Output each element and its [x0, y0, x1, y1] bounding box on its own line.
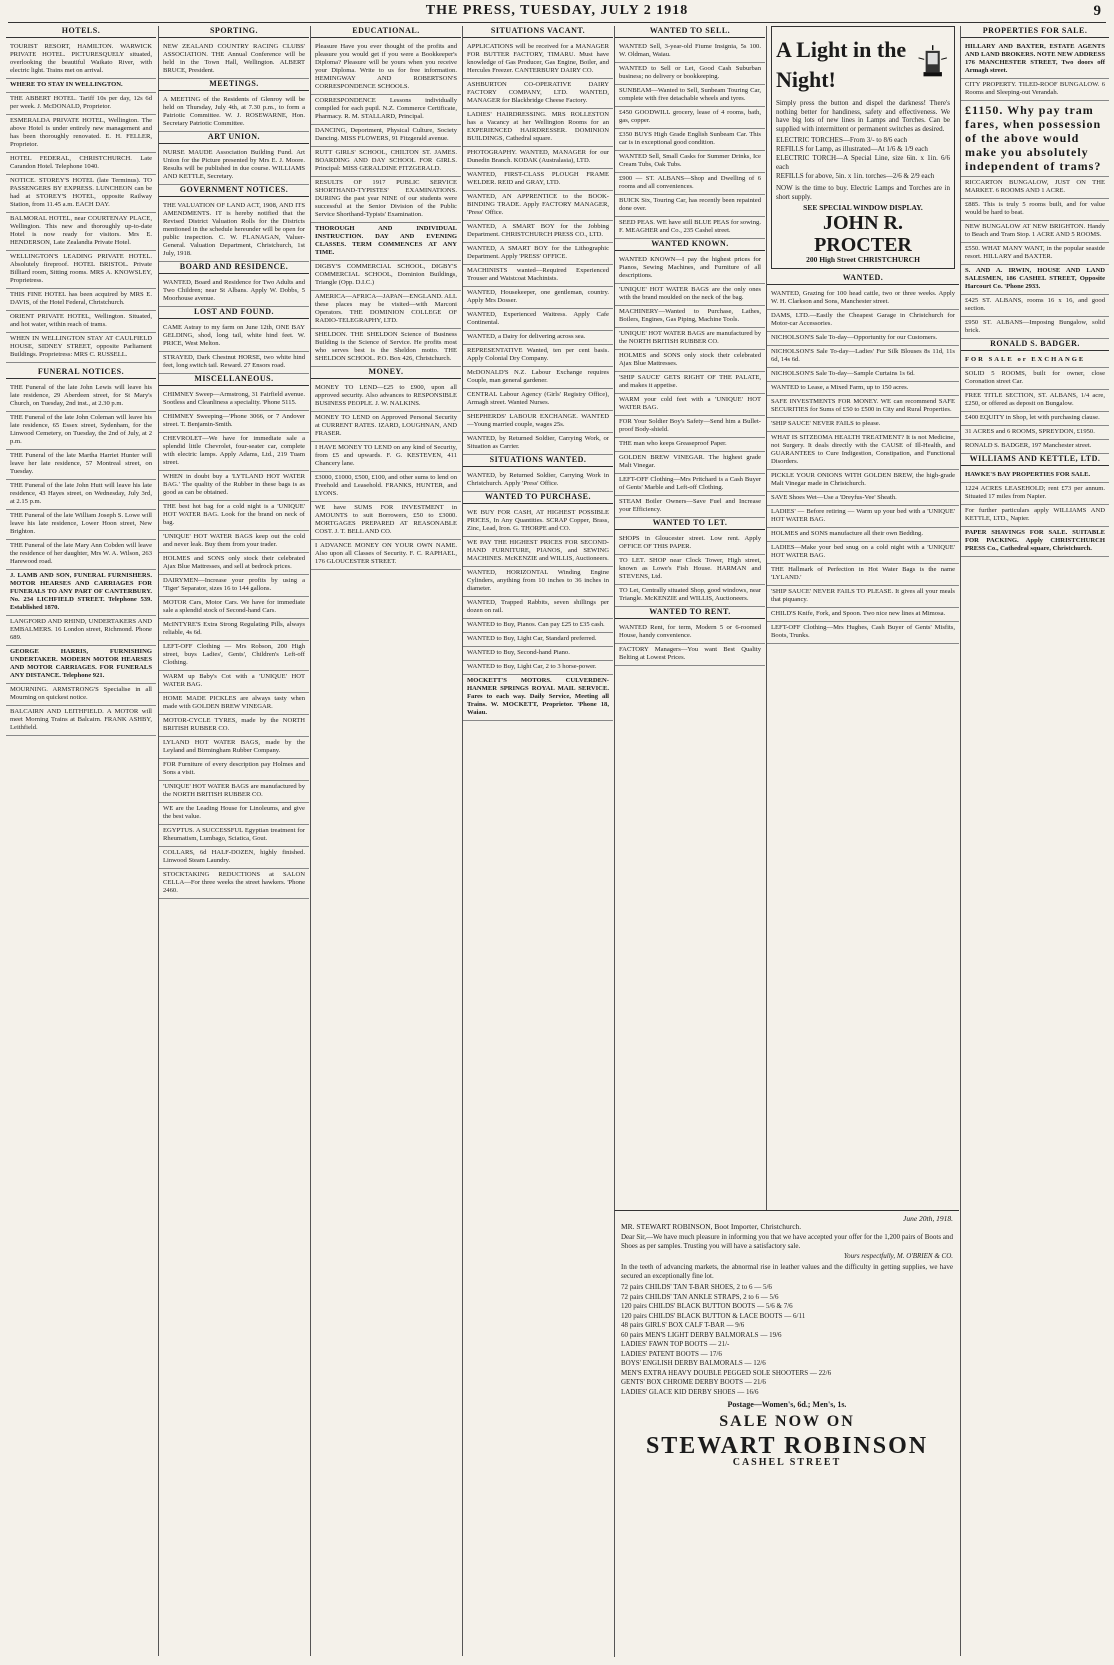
misc-ads — [159, 389, 309, 899]
letter-sign: Yours respectfully, M. O'BRIEN & CO. — [843, 1252, 953, 1260]
pickle-ad: PICKLE YOUR ONIONS WITH GOLDEN BREW, the high-grade Malt Vinegar made in Christchurch. — [767, 470, 959, 492]
sale-line: LADIES' FAWN TOP BOOTS — 21/- — [621, 1340, 730, 1348]
section-header-wanted-let: WANTED TO LET. — [615, 518, 765, 530]
misc-ad: LYLAND HOT WATER BAGS, made by the Leyland and Birmingham Rubber Company. — [159, 737, 309, 759]
masthead — [0, 0, 1114, 22]
wanted-ad: LADIES—Make your bed snug on a cold night with a 'UNIQUE' HOT WATER BAG. — [767, 542, 959, 564]
badger-ad: FREE TITLE SECTION, ST. ALBANS, 1/4 acre, £250, or offered as deposit on Bungalow. — [961, 390, 1109, 412]
hotel-ad: NOTICE. STOREY'S HOTEL (late Terminus). TO PASSENGERS BY EXPRESS. LUNCHEON can be had at STOREY'S HOTEL, opposite Railway Station, from 11.45 a.m. EACH DAY. — [6, 175, 156, 213]
mocketts-motors-ad: MOCKETT'S MOTORS. CULVERDEN-HANMER SPRINGS ROYAL MAIL SERVICE. Fares to each way. Daily Service, Meeting all Trains. W. MOCKETT, Proprietor. 'Phone 18, Waiau. — [463, 675, 613, 721]
section-header-properties: PROPERTIES FOR SALE. — [961, 26, 1109, 38]
sale-line: 48 pairs GIRLS' BOX CALF T-BAR — 9/6 — [621, 1321, 745, 1329]
known-ad: LEFT-OFF Clothing—Mrs Pritchard is a Cash Buyer of Gents' Marble and Left-off Clothing. — [615, 474, 765, 496]
wanted-ad: LADIES' — Before retiring — Warm up your bed with a 'UNIQUE' HOT WATER BAG. — [767, 506, 959, 528]
sell-ad: WANTED Sell, Small Casks for Summer Drinks, Ice Cream Tubs, Oak Tubs. — [615, 151, 765, 173]
letter-body: Dear Sir,—We have much pleasure in informing you that we have accepted your offer for the 1,200 pairs of Boots and Shoes as per samples. Trusting you will have a satisfactory sale. — [621, 1233, 953, 1250]
sporting-ad: NEW ZEALAND COUNTRY RACING CLUBS' ASSOCIATION. THE Annual Conference will be held in the Town Hall, Wellington. ALBERT BRUCE, President. — [159, 41, 309, 79]
badger-ad: SOLID 5 ROOMS, built for owner, close Coronation street Car. — [961, 368, 1109, 390]
misc-ad: WARM up Baby's Cot with a 'UNIQUE' HOT WATER BAG. — [159, 671, 309, 693]
situation-ad: APPLICATIONS will be received for a MANAGER FOR BUTTER FACTORY, TIMARU. Must have knowledge of Gas Producer, Gas Engine, Boiler, and Hercules Freezer. CANTERBURY DAIRY CO. — [463, 41, 613, 79]
misc-ad: WE are the Leading House for Linoleums, and give the best value. — [159, 803, 309, 825]
rent-ad: WANTED Rent, for term, Modern 5 or 6-roomed House, handy convenience. — [615, 622, 765, 644]
known-ad: 'UNIQUE' HOT WATER BAGS are manufactured by the NORTH BRITISH RUBBER CO. — [615, 328, 765, 350]
educational-ad: THOROUGH AND INDIVIDUAL INSTRUCTION. DAY AND EVENING CLASSES. TERM COMMENCES AT ANY TIME. — [311, 223, 461, 261]
section-header-meetings: MEETINGS. — [159, 79, 309, 91]
section-header-art-union: ART UNION. — [159, 132, 309, 144]
light-ad-see: SEE SPECIAL WINDOW DISPLAY. — [803, 203, 923, 212]
section-header-wanted: WANTED. — [767, 273, 959, 285]
wanted-ad: WANTED to Lease, a Mixed Farm, up to 150 acres. — [767, 382, 959, 396]
lost-found-ad: CAME Astray to my farm on June 12th, ONE BAY GELDING, shod, long tail, white hind feet. W. PRICE, West Melton. — [159, 322, 309, 352]
educational-ad: Pleasure Have you ever thought of the profits and pleasure you would get if you were a Bookkeeper's Diploma? Pleasure will be yours when you receive your Diploma. Write to us for free information. HEMINGWAY AND ROBERTSON'S CORRESPONDENCE SCHOOLS. — [311, 41, 461, 95]
money-ad: MONEY TO LEND on Approved Personal Security at CURRENT RATES. IZARD, LOUGHNAN, AND FRASER. — [311, 412, 461, 442]
misc-ad: 'UNIQUE' HOT WATER BAGS keep out the cold and never leak. Buy them from your trader. — [159, 531, 309, 553]
light-ad-title: A Light in the Night! — [776, 37, 907, 92]
situation-ad: WANTED, Experienced Waitress. Apply Cafe Continental. — [463, 309, 613, 331]
funeral-notice: THE Funeral of the late Martha Harriet Hunter will leave her late residence, 57 Montreal street, on Tuesday. — [6, 450, 156, 480]
known-ad: STEAM Boiler Owners—Save Fuel and Increase your Efficiency. — [615, 496, 765, 518]
letter-to: MR. STEWART ROBINSON, Boot Importer, Christchurch. — [621, 1222, 802, 1231]
sale-line: 120 pairs CHILDS' BLACK BUTTON & LACE BOOTS — 6/11 — [621, 1311, 806, 1320]
known-ad: GOLDEN BREW VINEGAR. The highest grade Malt Vinegar. — [615, 452, 765, 474]
money-ad: I ADVANCE MONEY ON YOUR OWN NAME. Also upon all Classes of Security. F. C. RAPHAEL, 176 GLOUCESTER STREET. — [311, 540, 461, 570]
irwin-header: S. AND A. IRWIN, HOUSE AND LAND SALESMEN, 186 CASHEL STREET, Opposite Harcourt Co. 'Phone 2933. — [961, 265, 1109, 295]
light-ad-price: REFILLS for Lamp, as illustrated—At 1/6 & 1/9 each — [776, 145, 928, 153]
irwin-ad: £425 ST. ALBANS, rooms 16 x 16, and good section. — [961, 295, 1109, 317]
rent-ad: FACTORY Managers—You want Best Quality Belting at Lowest Prices. — [615, 644, 765, 666]
misc-ad: HOME MADE PICKLES are always tasty when made with GOLDEN BREW VINEGAR. — [159, 693, 309, 715]
known-ad: MACHINERY—Wanted to Purchase, Lathes, Boilers, Engines, Gas Piping, Machine Tools. — [615, 306, 765, 328]
lost-found-ad: STRAYED, Dark Chestnut HORSE, two white hind feet, long switch tail. Reward. 27 Ensors road. — [159, 352, 309, 374]
williams-subheader: HAWKE'S BAY PROPERTIES FOR SALE. — [961, 469, 1109, 483]
sale-now-on: SALE NOW ON — [719, 1413, 855, 1430]
misc-ad: MOTOR Cars, Motor Cars. We have for immediate sale a splendid stock of Second-hand Cars. — [159, 597, 309, 619]
known-ad: THE man who keeps Greaseproof Paper. — [615, 438, 765, 452]
property-ad: CITY PROPERTY. TILED-ROOF BUNGALOW. 6 Rooms and Sleeping-out Verandah. — [961, 79, 1109, 101]
section-header-situations-vacant: SITUATIONS VACANT. — [463, 26, 613, 38]
educational-ad: RUTT GIRLS' SCHOOL, CHILTON ST. JAMES. BOARDING AND DAY SCHOOL FOR GIRLS. Principal: MISS GERALDINE FITZGERALD. — [311, 147, 461, 177]
situation-ad: MACHINISTS wanted—Required Experienced Trouser and Waistcoat Machinists. — [463, 265, 613, 287]
hotel-ad: WHERE TO STAY IN WELLINGTON. — [6, 79, 156, 93]
wanted-ad: 'SHIP SAUCE' NEVER FAILS to please. — [767, 418, 959, 432]
sale-line: LADIES' PATENT BOOTS — 17/6 — [621, 1349, 722, 1358]
funeral-notice: MOURNING. ARMSTRONG'S Specialise in all Mourning on quickest notice. — [6, 684, 156, 706]
section-header-wanted-sell: WANTED TO SELL. — [615, 26, 765, 38]
for-sale-exchange: FOR SALE or EXCHANGE — [961, 354, 1109, 368]
wanted-ad: DAMS, LTD.—Easily the Cheapest Garage in Christchurch for Motor-car Accessories. — [767, 310, 959, 332]
educational-ad: RESULTS OF 1917 PUBLIC SERVICE SHORTHAND-TYPISTES' EXAMINATIONS. DURING the past year NINE of our students were successful at the Senior Division of the Public Service Shorthand-Typists' Examination. — [311, 177, 461, 223]
misc-ad: STOCKTAKING REDUCTIONS at SALON CELLA—For three weeks the street hawkers. 'Phone 2460. — [159, 869, 309, 899]
wanted-ad: 'SHIP SAUCE' NEVER FAILS TO PLEASE. It gives all your meals that piquancy. — [767, 586, 959, 608]
purchase-ad: WANTED to Buy, Pianos. Can pay £25 to £35 cash. — [463, 619, 613, 633]
section-header-wanted-rent: WANTED TO RENT. — [615, 607, 765, 619]
sell-ad: £350 BUYS High Grade English Sunbeam Car. This car is in exceptional good condition. — [615, 129, 765, 151]
situations-vacant — [463, 41, 613, 455]
funeral-notice: THE Funeral of the late Mary Ann Cobden will leave the residence of her daughter, Mrs W. A. Wilson, 263 Harewood road. — [6, 540, 156, 570]
column-sporting — [158, 26, 309, 1656]
wanted-ad: CHILD'S Knife, Fork, and Spoon. Two nice new lines at Mimosa. — [767, 608, 959, 622]
meeting-notice: A MEETING of the Residents of Glenroy will be held on Thursday, July 4th, at 7.30 p.m., to form a Patriotic Committee. W. J. ROSEWARNE, Hon. Secretary Patriotic Committee. — [159, 94, 309, 132]
money-ad: MONEY TO LEND—£25 to £900, upon all approved security. Also advances to RESPONSIBLE BUSINESS PEOPLE. J. W. NALKINS. — [311, 382, 461, 412]
light-ad-price: REFILLS for above, 5in. x 1in. torches—2/6 & 2/9 each — [776, 172, 935, 180]
page-number: 9 — [1093, 3, 1102, 19]
light-ad-note: NOW is the time to buy. Electric Lamps and Torches are in short supply. — [776, 184, 950, 201]
stewart-robinson-name: STEWART ROBINSON — [645, 1433, 929, 1459]
funeral-notice: THE Funeral of the late William Joseph S. Lowe will leave his late residence, Lower Hoon street, New Brighton. — [6, 510, 156, 540]
wanted-ad: WANTED, Grazing for 100 head cattle, two or three weeks. Apply W. H. Clarkson and Sons, Manchester street. — [767, 288, 959, 310]
sale-lines — [621, 1283, 953, 1397]
funeral-notice: BALCAIRN AND LEITHFIELD. A MOTOR will meet Morning Trains at Balcairn. FRANK ASHBY, Leithfield. — [6, 706, 156, 736]
purchase-ad: WANTED to Buy, Light Car, 2 to 3 horse-power. — [463, 661, 613, 675]
board-ad: WANTED, Board and Residence for Two Adults and Two Children; near St Albans. Apply W. Dobbs, 5 Moorhouse avenue. — [159, 277, 309, 307]
money-ad: £3000, £1000, £500, £100, and other sums to lend on Freehold and Leasehold. FRANKS, HUNTER, and LYONS. — [311, 472, 461, 502]
section-header-money: MONEY. — [311, 367, 461, 379]
situation-ad: WANTED, A SMART BOY for the Jobbing Department. CHRISTCHURCH PRESS CO., LTD. — [463, 221, 613, 243]
funeral-notice: J. LAMB AND SON, FUNERAL FURNISHERS. MOTOR HEARSES AND CARRIAGES FOR FUNERALS TO ANY PART OF CANTERBURY. No. 234 LICHFIELD STREET. Telephone 539. Established 1870. — [6, 570, 156, 616]
funeral-notice: THE Funeral of the late John Hutt will leave his late residence, 43 Hayes street, on Wednesday, July 3rd, at 2.15 p.m. — [6, 480, 156, 510]
property-ad: £1150. Why pay tram fares, when possession of the above would make you absolutely independent of trams? — [961, 101, 1109, 177]
section-header-lost-found: LOST AND FOUND. — [159, 307, 309, 319]
art-union-notice: NURSE MAUDE Association Building Fund. Art Union for the Picture presented by Mrs E. J. Moore. Results will be published in due course. WILLIAMS AND KETTLE, Secretary. — [159, 147, 309, 185]
sell-ad: £900 — ST. ALBANS—Shop and Dwelling of 6 rooms and all conveniences. — [615, 173, 765, 195]
educational-ad: DIGBY'S COMMERCIAL SCHOOL, DIGBY'S COMMERCIAL SCHOOL, Dominion Buildings, Triangle (Opp. D.I.C.) — [311, 261, 461, 291]
wanted-ad: NICHOLSON'S Sale To-day—Ladies' Fur Silk Blouses 8s 11d, 11s 6d, 14s 6d. — [767, 346, 959, 368]
irwin-ad: £950 ST. ALBANS—Imposing Bungalow, solid brick. — [961, 317, 1109, 339]
wanted-ad: NICHOLSON'S Sale To-day—Sample Curtains 1s 6d. — [767, 368, 959, 382]
section-header-williams: WILLIAMS AND KETTLE, LTD. — [961, 454, 1109, 466]
light-ad-body: Simply press the button and dispel the darkness! There's nothing better for handiness, safety and effectiveness. We have big lots of new lines in Lamps and Torches. Can be supplied with intermittent or permanent switches as desired. — [776, 99, 950, 133]
hotel-ad: BALMORAL HOTEL, near COURTENAY PLACE, Wellington. This new and thoroughly up-to-date Hotel is now ready for visitors. Mrs E. HENDERSON, Late Zealandia Private Hotel. — [6, 213, 156, 251]
sell-ad: BUICK Six, Touring Car, has recently been repainted done over. — [615, 195, 765, 217]
wanted-ad: LEFT-OFF Clothing—Mrs Hughes, Cash Buyer of Gents' Misfits, Boots, Trunks. — [767, 622, 959, 644]
purchase-ad: WE BUY FOR CASH, AT HIGHEST POSSIBLE PRICES, In Any Quantities. SCRAP Copper, Brass, Zinc, Lead, Iron. G. THORPE and CO. — [463, 507, 613, 537]
purchase-ad: WE PAY THE HIGHEST PRICES FOR SECOND-HAND FURNITURE, PIANOS, and SEWING MACHINES. McKENZIE and WILLIS, Auctioneers. — [463, 537, 613, 567]
sell-ad: WANTED to Sell or Let, Good Cash Suburban business; no delivery or bookkeeping. — [615, 63, 765, 85]
section-header-educational: EDUCATIONAL. — [311, 26, 461, 38]
section-header-misc: MISCELLANEOUS. — [159, 374, 309, 386]
sell-ad: £450 GOODWILL grocery, lease of 4 rooms, bath, gas, copper. — [615, 107, 765, 129]
situation-ad: PHOTOGRAPHY. WANTED, MANAGER for our Dunedin Branch. KODAK (Australasia), LTD. — [463, 147, 613, 169]
light-ad-price: ELECTRIC TORCH—A Special Line, size 6in. x 1in. 6/6 each — [776, 154, 950, 171]
hotel-ad: WELLINGTON'S LEADING PRIVATE HOTEL. Absolutely fireproof. HOTEL BRISTOL. Private Billiard room, Sitting rooms. MRS A. KNOWSLEY, Proprietress. — [6, 251, 156, 289]
misc-ad: LEFT-OFF Clothing — Mrs Robson, 200 High street, buys Ladies', Gents', Children's Left-off Clothing. — [159, 641, 309, 671]
funeral-notice: LANGFORD AND RHIND, UNDERTAKERS AND EMBALMERS. 16 London street, Richmond. Phone 689. — [6, 616, 156, 646]
stewart-robinson-ad — [614, 1210, 959, 1657]
known-ad: HOLMES and SONS only stock their celebrated Ajax Blue Mattresses. — [615, 350, 765, 372]
sell-ad: SEED PEAS. WE have still BLUE PEAS for sowing. F. MEAGHER and Co., 235 Cashel street. — [615, 217, 765, 239]
educational-ad: CORRESPONDENCE Lessons individually compiled for each pupil. N.Z. Commerce Certificate, Pharmacy. R. M. STALLARD, Principal. — [311, 95, 461, 125]
section-header-funeral: FUNERAL NOTICES. — [6, 367, 156, 379]
situation-ad: WANTED, FIRST-CLASS PLOUGH FRAME WELDER. REID and GRAY, LTD. — [463, 169, 613, 191]
purchase-ad: WANTED to Buy, Second-hand Piano. — [463, 647, 613, 661]
let-ad: TO LET. SHOP near Clock Tower, High street, known as Lowe's Fish House. HARMAN and STEVENS, Ltd. — [615, 555, 765, 585]
purchase-ad: WANTED to Buy, Light Car, Standard preferred. — [463, 633, 613, 647]
situation-ad: ASHBURTON CO-OPERATIVE DAIRY FACTORY COMPANY, LTD. WANTED, MANAGER for Blackbridge Cheese Factory. — [463, 79, 613, 109]
hotel-ad: WHEN IN WELLINGTON STAY AT CAULFIELD HOUSE, SIDNEY STREET, opposite Parliament Buildings. Proprietress: MRS C. RUSSELL. — [6, 333, 156, 363]
section-header-wanted-known: WANTED KNOWN. — [615, 239, 765, 251]
let-ad: SHOPS in Gloucester street. Low rent. Apply OFFICE OF THIS PAPER. — [615, 533, 765, 555]
purchase-ad: WANTED, HORIZONTAL Winding Engine Cylinders, anything from 10 inches to 36 inches in diameter. — [463, 567, 613, 597]
hotel-ad: HOTEL FEDERAL, CHRISTCHURCH. Late Carandon Hotel. Telephone 1040. — [6, 153, 156, 175]
situation-wanted-ad: WANTED, by Returned Soldier, Carrying Work in Christchurch. Apply 'Press' Office. — [463, 470, 613, 492]
property-ad: HILLARY AND BAXTER, ESTATE AGENTS AND LAND BROKERS. NOTE NEW ADDRESS 176 MANCHESTER STREET, Two doors off Armagh street. — [961, 41, 1109, 79]
section-header-wanted-purchase: WANTED TO PURCHASE. — [463, 492, 613, 504]
sale-line: MEN'S EXTRA HEAVY DOUBLE PEGGED SOLE SHOOTERS — 22/6 — [621, 1368, 832, 1377]
let-ad: TO Let, Centrally situated Shop, good windows, near Triangle. McKENZIE and WILLIS, Auctioneers. — [615, 585, 765, 607]
light-ad-address: 200 High Street CHRISTCHURCH — [806, 255, 920, 264]
misc-ad: WHEN in doubt buy a 'LYTLAND HOT WATER BAG.' The quality of the Rubber in these bags is as good as can be obtained. — [159, 471, 309, 501]
wanted-ad: SAFE INVESTMENTS FOR MONEY. WE can recommend SAFE SECURITIES for Sums of £50 to £500 in City and Rural Properties. — [767, 396, 959, 418]
funeral-notices — [6, 382, 156, 736]
sell-ad: SUNBEAM—Wanted to Sell, Sunbeam Touring Car, complete with five detachable wheels and tyres. — [615, 85, 765, 107]
misc-ad: 'UNIQUE' HOT WATER BAGS are manufactured by the NORTH BRITISH RUBBER CO. — [159, 781, 309, 803]
funeral-notice: THE Funeral of the late John Lewis will leave his late residence, 29 Aberdeen street, for St Mary's Church, on Tuesday, 2nd inst., at 2.30 p.m. — [6, 382, 156, 412]
misc-ad: McINTYRE'S Extra Strong Regulating Pills, always reliable, 4s 6d. — [159, 619, 309, 641]
property-ad: £550. WHAT MANY WANT, in the popular seaside resort. HILLARY and BAXTER. — [961, 243, 1109, 265]
situation-ad: McDONALD'S N.Z. Labour Exchange requires Couple, man general gardener. — [463, 367, 613, 389]
sitzeoma-ad: WHAT IS SITZEOMA HEALTH TREATMENT? It is not Medicine, not Surgery. It deals directly with the CAUSE of Ill-Health, and GUARANTEES to Cure Indigestion, Constipation, and Functional Disorders. — [767, 432, 959, 470]
hotel-ad: TOURIST RESORT, HAMILTON. WARWICK PRIVATE HOTEL. PICTURESQUELY situated, overlooking the beautiful Waikato River, with electric light. Trains met on arrival. — [6, 41, 156, 79]
situation-ad: WANTED, A SMART BOY for the Lithographic Department. Apply 'PRESS' OFFICE. — [463, 243, 613, 265]
educational-ad: DANCING, Deportment, Physical Culture, Society Dancing. MISS FLOWERS, 91 Fitzgerald avenue. — [311, 125, 461, 147]
sale-line: 60 pairs MEN'S LIGHT DERBY BALMORALS — 19/6 — [621, 1330, 782, 1339]
light-ad-price: ELECTRIC TORCHES—From 3/- to 8/6 each — [776, 136, 907, 144]
letter-date: June 20th, 1918. — [903, 1214, 953, 1223]
column-situations — [462, 26, 613, 1656]
badger-ad: 31 ACRES and 6 ROOMS, SPREYDON, £1950. — [961, 426, 1109, 440]
misc-ad: THE best hot bag for a cold night is a 'UNIQUE' HOT WATER BAG. Look for the brand on neck of bag. — [159, 501, 309, 531]
misc-ad: EGYPTUS. A SUCCESSFUL Egyptian treatment for Rheumatism, Lumbago, Sciatica, Gout. — [159, 825, 309, 847]
light-ad-name: JOHN R. PROCTER — [814, 212, 912, 256]
column-hotels — [6, 26, 156, 1656]
sale-line: 72 pairs CHILDS' TAN ANKLE STRAPS, 2 to 6 — 5/6 — [621, 1292, 779, 1301]
sale-intro: In the teeth of advancing markets, the abnormal rise in leather values and the difficulty in getting supplies, we have secured an exceptionally fine lot. — [621, 1263, 953, 1280]
known-ad: FOR Your Soldier Boy's Safety—Send him a Bullet-proof Body-shield. — [615, 416, 765, 438]
wanted-ad: HOLMES and SONS manufacture all their own Bedding. — [767, 528, 959, 542]
situation-ad: REPRESENTATIVE Wanted, ten per cent basis. Apply Colonial Dry Company. — [463, 345, 613, 367]
misc-ad: CHIMNEY Sweep—Armstrong, 31 Fairfield avenue. Sootless and Cleanliness a speciality. 'Phone 5115. — [159, 389, 309, 411]
situation-ad: WANTED, Housekeeper, one gentleman, country. Apply Mrs Dosser. — [463, 287, 613, 309]
williams-ad: 1224 ACRES LEASEHOLD; rent £73 per annum. Situated 17 miles from Napier. — [961, 483, 1109, 505]
section-header-badger: RONALD S. BADGER. — [961, 339, 1109, 351]
column-educational — [310, 26, 461, 1656]
paper-shavings-ad: PAPER SHAVINGS FOR SALE. SUITABLE FOR PACKING. Apply CHRISTCHURCH PRESS Co., Cathedral square, Christchurch. — [961, 527, 1109, 557]
williams-ad: For further particulars apply WILLIAMS AND KETTLE, LTD., Napier. — [961, 505, 1109, 527]
situation-ad: CENTRAL Labour Agency (Girls' Registry Office), Armagh street. Wanted Nurses. — [463, 389, 613, 411]
known-ad: 'UNIQUE' HOT WATER BAGS are the only ones with the brand moulded on the neck of the bag. — [615, 284, 765, 306]
sale-line: GENTS' BOX CHROME DERBY BOOTS — 21/6 — [621, 1378, 766, 1386]
badger-ad: £400 EQUITY in Shop, let with purchasing clause. — [961, 412, 1109, 426]
sale-line: LADIES' GLACE KID DERBY SHOES — 16/6 — [621, 1387, 759, 1396]
government-notice: THE VALUATION OF LAND ACT, 1908, AND ITS AMENDMENTS. IT is hereby notified that the Revised District Valuation Rolls for the Districts mentioned in the schedule hereunder will be open for public inspection. C. W. FLANAGAN, Valuer-General. Valuation Department, Christchurch, 1st July, 1918. — [159, 200, 309, 262]
postage-note: Postage—Women's, 6d.; Men's, 1s. — [727, 1400, 847, 1409]
property-ad: NEW BUNGALOW AT NEW BRIGHTON. Handy to Beach and Tram Stop. 1 ACRE AND 5 ROOMS. — [961, 221, 1109, 243]
badger-ad: RONALD S. BADGER, 197 Manchester street. — [961, 440, 1109, 454]
property-ad: £885. This is truly 5 rooms built, and for value would be hard to beat. — [961, 199, 1109, 221]
educational-ad: SHELDON. THE SHELDON Science of Business Building is the Science of Service. He profits most who serves best is the Sheldon motto. THE SHELDON SCHOOL. P.O. Box 426, Christchurch. — [311, 329, 461, 367]
masthead-rule — [8, 22, 1106, 23]
funeral-notice: THE Funeral of the late John Coleman will leave his late residence, 65 Essex street, Sydenham, for the Linwood Cemetery, on Tuesday, the 2nd of July, at 2 p.m. — [6, 412, 156, 450]
hotel-ad: ESMERALDA PRIVATE HOTEL, Wellington. The above Hotel is under entirely new management and has been thoroughly renovated. E. H. FELLER, Proprietor. — [6, 115, 156, 153]
educational-ad: AMERICA—AFRICA—JAPAN—ENGLAND. ALL these places may be visited—with Marconi Operators. THE DOMINION COLLEGE OF RADIO-TELEGRAPHY, LTD. — [311, 291, 461, 329]
misc-ad: FOR Furniture of every description pay Holmes and Sons a visit. — [159, 759, 309, 781]
sale-line: BOYS' ENGLISH DERBY BALMORALS — 12/6 — [621, 1359, 766, 1367]
money-ad: WE have SUMS FOR INVESTMENT in AMOUNTS to suit Borrowers, £50 to £3000. MORTGAGES PREPARED AT REASONABLE COST. J. T. BELL AND CO. — [311, 502, 461, 540]
masthead-title: THE PRESS, TUESDAY, JULY 2 1918 — [425, 3, 689, 18]
hotel-ad: ORIENT PRIVATE HOTEL, Wellington. Situated, and hot water, within reach of trams. — [6, 311, 156, 333]
misc-ad: DAIRYMEN—Increase your profits by using a 'Tiger' Separator, sizes 16 to 144 gallons. — [159, 575, 309, 597]
money-ad: I HAVE MONEY TO LEND on any kind of Security, from £5 and upwards. F. G. KESTEVEN, 411 Chancery lane. — [311, 442, 461, 472]
situation-ad: WANTED, AN APPRENTICE to the BOOK-BINDING TRADE. Apply FACTORY MANAGER, 'Press' Office. — [463, 191, 613, 221]
wanted-ad: SAVE Shoes Wet—Use a 'Dreyfus-Vee' Sheath. — [767, 492, 959, 506]
property-ad: RICCARTON BUNGALOW, JUST ON THE MARKET. 6 ROOMS AND 1 ACRE. — [961, 177, 1109, 199]
lamp-icon — [915, 35, 950, 95]
section-header-situations-wanted: SITUATIONS WANTED. — [463, 455, 613, 467]
purchase-ad: WANTED, Trapped Rabbits, seven shillings per dozen on rail. — [463, 597, 613, 619]
misc-ad: CHIMNEY Sweeping—'Phone 3066, or 7 Andover street. T. Benjamin-Smith. — [159, 411, 309, 433]
section-header-government: GOVERNMENT NOTICES. — [159, 185, 309, 197]
misc-ad: CHEVROLET—We have for immediate sale a splendid little Chevrolet, four-seater car, complete with electric lamps. Apply Adams, Ltd., 219 Tuam street. — [159, 433, 309, 471]
funeral-notice: GEORGE HARRIS, FURNISHING UNDERTAKER. MODERN MOTOR HEARSES AND MOTOR CARRIAGES. FOR FUNERALS ANY DISTANCE. Telephone 921. — [6, 646, 156, 684]
section-header-board: BOARD AND RESIDENCE. — [159, 262, 309, 274]
situation-ad: LADIES' HAIRDRESSING. MRS ROLLESTON has a Vacancy at her Wellington Rooms for an EXPERIENCED HAIRDRESSER. DOMINION BUILDINGS, Cathedral square. — [463, 109, 613, 147]
misc-ad: HOLMES and SONS only stock their celebrated Ajax Blue Mattresses, and sell at bedrock prices. — [159, 553, 309, 575]
column-properties — [960, 26, 1109, 1656]
light-in-night-ad — [771, 26, 955, 269]
wanted-ad: THE Hallmark of Perfection in Hot Water Bags is the name 'LYLAND.' — [767, 564, 959, 586]
wanted-known-ads — [615, 254, 765, 518]
situation-ad: SHEPHERDS' LABOUR EXCHANGE. WANTED—Young married couple, wages 25s. — [463, 411, 613, 433]
section-header-hotels: HOTELS. — [6, 26, 156, 38]
hotel-ads — [6, 41, 156, 363]
known-ad: WANTED KNOWN—I pay the highest prices for Pianos, Sewing Machines, and Furniture of all descriptions. — [615, 254, 765, 284]
situation-ad: WANTED, a Dairy for delivering across sea. — [463, 331, 613, 345]
sale-line: 120 pairs CHILDS' BLACK BUTTON BOOTS — 5/6 & 7/6 — [621, 1302, 793, 1310]
hotel-ad: THE ABBERT HOTEL. Tariff 10s per day, 12s 6d per week. J. McDONALD, Proprietor. — [6, 93, 156, 115]
sell-ad: WANTED Sell, 3-year-old Fiume Insignia, 5s 100. W. Oldman, Waiau. — [615, 41, 765, 63]
wanted-ad: NICHOLSON'S Sale To-day—Opportunity for our Customers. — [767, 332, 959, 346]
misc-ad: MOTOR-CYCLE TYRES, made by the NORTH BRITISH RUBBER CO. — [159, 715, 309, 737]
sale-line: 72 pairs CHILDS' TAN T-BAR SHOES, 2 to 6 — 5/6 — [621, 1283, 772, 1291]
situation-ad: WANTED, by Returned Soldier, Carrying Work, or Situation as Carrier. — [463, 433, 613, 455]
stewart-robinson-address: CASHEL STREET — [732, 1457, 842, 1468]
hotel-ad: THIS FINE HOTEL has been acquired by MRS E. DAVIS, of the Hotel Federal, Christchurch. — [6, 289, 156, 311]
known-ad: 'SHIP SAUCE' GETS RIGHT OF THE PALATE, and makes it appetise. — [615, 372, 765, 394]
section-header-sporting: SPORTING. — [159, 26, 309, 38]
misc-ad: COLLARS, 6d HALF-DOZEN, highly finished. Linwood Steam Laundry. — [159, 847, 309, 869]
known-ad: WARM your cold feet with a 'UNIQUE' HOT WATER BAG. — [615, 394, 765, 416]
